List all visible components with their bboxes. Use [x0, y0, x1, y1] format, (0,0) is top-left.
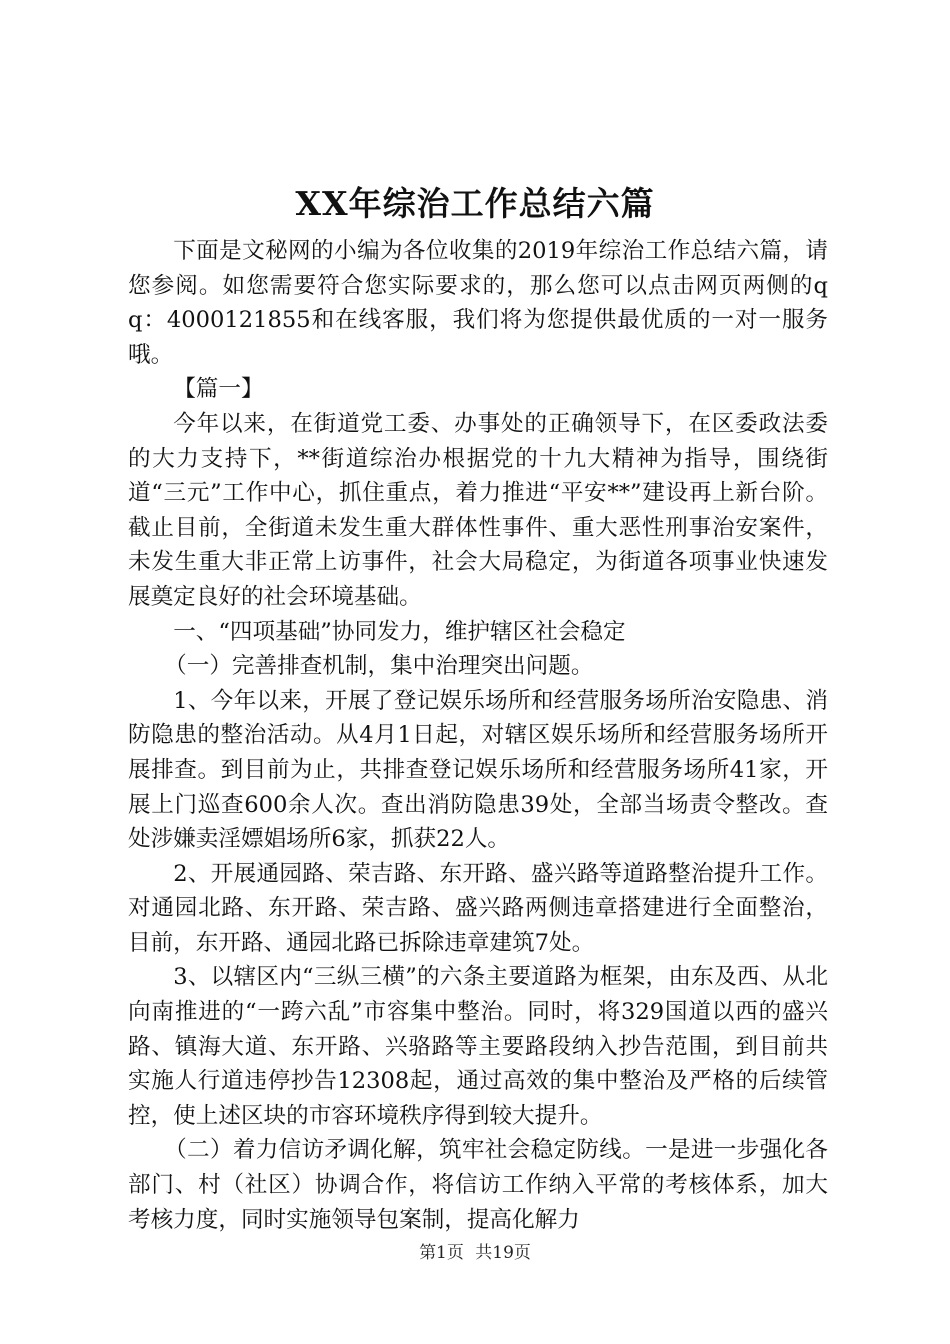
- subheading-petition-mediation: （二）着力信访矛调化解，筑牢社会稳定防线。一是进一步强化各部门、村（社区）协调合作，将信访工作纳入平常的考核体系，加大考核力度，同时实施领导包案制，提高化解力: [128, 1137, 828, 1233]
- page-total: 共19页: [475, 1243, 531, 1263]
- document-title: XX年综治工作总结六篇: [295, 184, 655, 223]
- section-heading-part-one: 【篇一】: [173, 376, 264, 403]
- intro-paragraph: 下面是文秘网的小编为各位收集的2019年综治工作总结六篇，请您参阅。如您需要符合您实际要求的，那么您可以点击网页两侧的qq：4000121855和在线客服，我们将为您提供最优质的一对一服务哦。: [128, 238, 828, 368]
- heading-four-foundations: 一、“四项基础”协同发力，维护辖区社会稳定: [173, 618, 626, 645]
- item-1-paragraph: 1、今年以来，开展了登记娱乐场所和经营服务场所治安隐患、消防隐患的整治活动。从4月1日起，对辖区娱乐场所和经营服务场所开展排查。到目前为止，共排查登记娱乐场所和经营服务场所41家，开展上门巡查600余人次。查出消防隐患39处，全部当场责令整改。查处涉嫌卖淫嫖娼场所6家，抓获22人。: [128, 687, 828, 853]
- subheading-screening-mechanism: （一）完善排查机制，集中治理突出问题。: [164, 653, 594, 680]
- item-2-paragraph: 2、开展通园路、荣吉路、东开路、盛兴路等道路整治提升工作。对通园北路、东开路、荣吉路、盛兴路两侧违章搭建进行全面整治，目前，东开路、通园北路已拆除违章建筑7处。: [128, 860, 828, 956]
- item-3-paragraph: 3、以辖区内“三纵三横”的六条主要道路为框架，由东及西、从北向南推进的“一跨六乱”市容集中整治。同时，将329国道以西的盛兴路、镇海大道、东开路、兴骆路等主要路段纳入抄告范围，到目前共实施人行道违停抄告12308起，通过高效的集中整治及严格的后续管控，使上述区块的市容环境秩序得到较大提升。: [128, 964, 828, 1129]
- page-footer: [0, 1242, 950, 1264]
- summary-paragraph: 今年以来，在街道党工委、办事处的正确领导下，在区委政法委的大力支持下，**街道综治办根据党的十九大精神为指导，围绕街道“三元”工作中心，抓住重点，着力推进“平安**”建设再上新台阶。截止目前，全街道未发生重大群体性事件、重大恶性刑事治安案件，未发生重大非正常上访事件，社会大局稳定，为街道各项事业快速发展奠定良好的社会环境基础。: [128, 410, 828, 610]
- page-number: 第1页: [419, 1243, 464, 1263]
- document-body: [128, 234, 828, 1237]
